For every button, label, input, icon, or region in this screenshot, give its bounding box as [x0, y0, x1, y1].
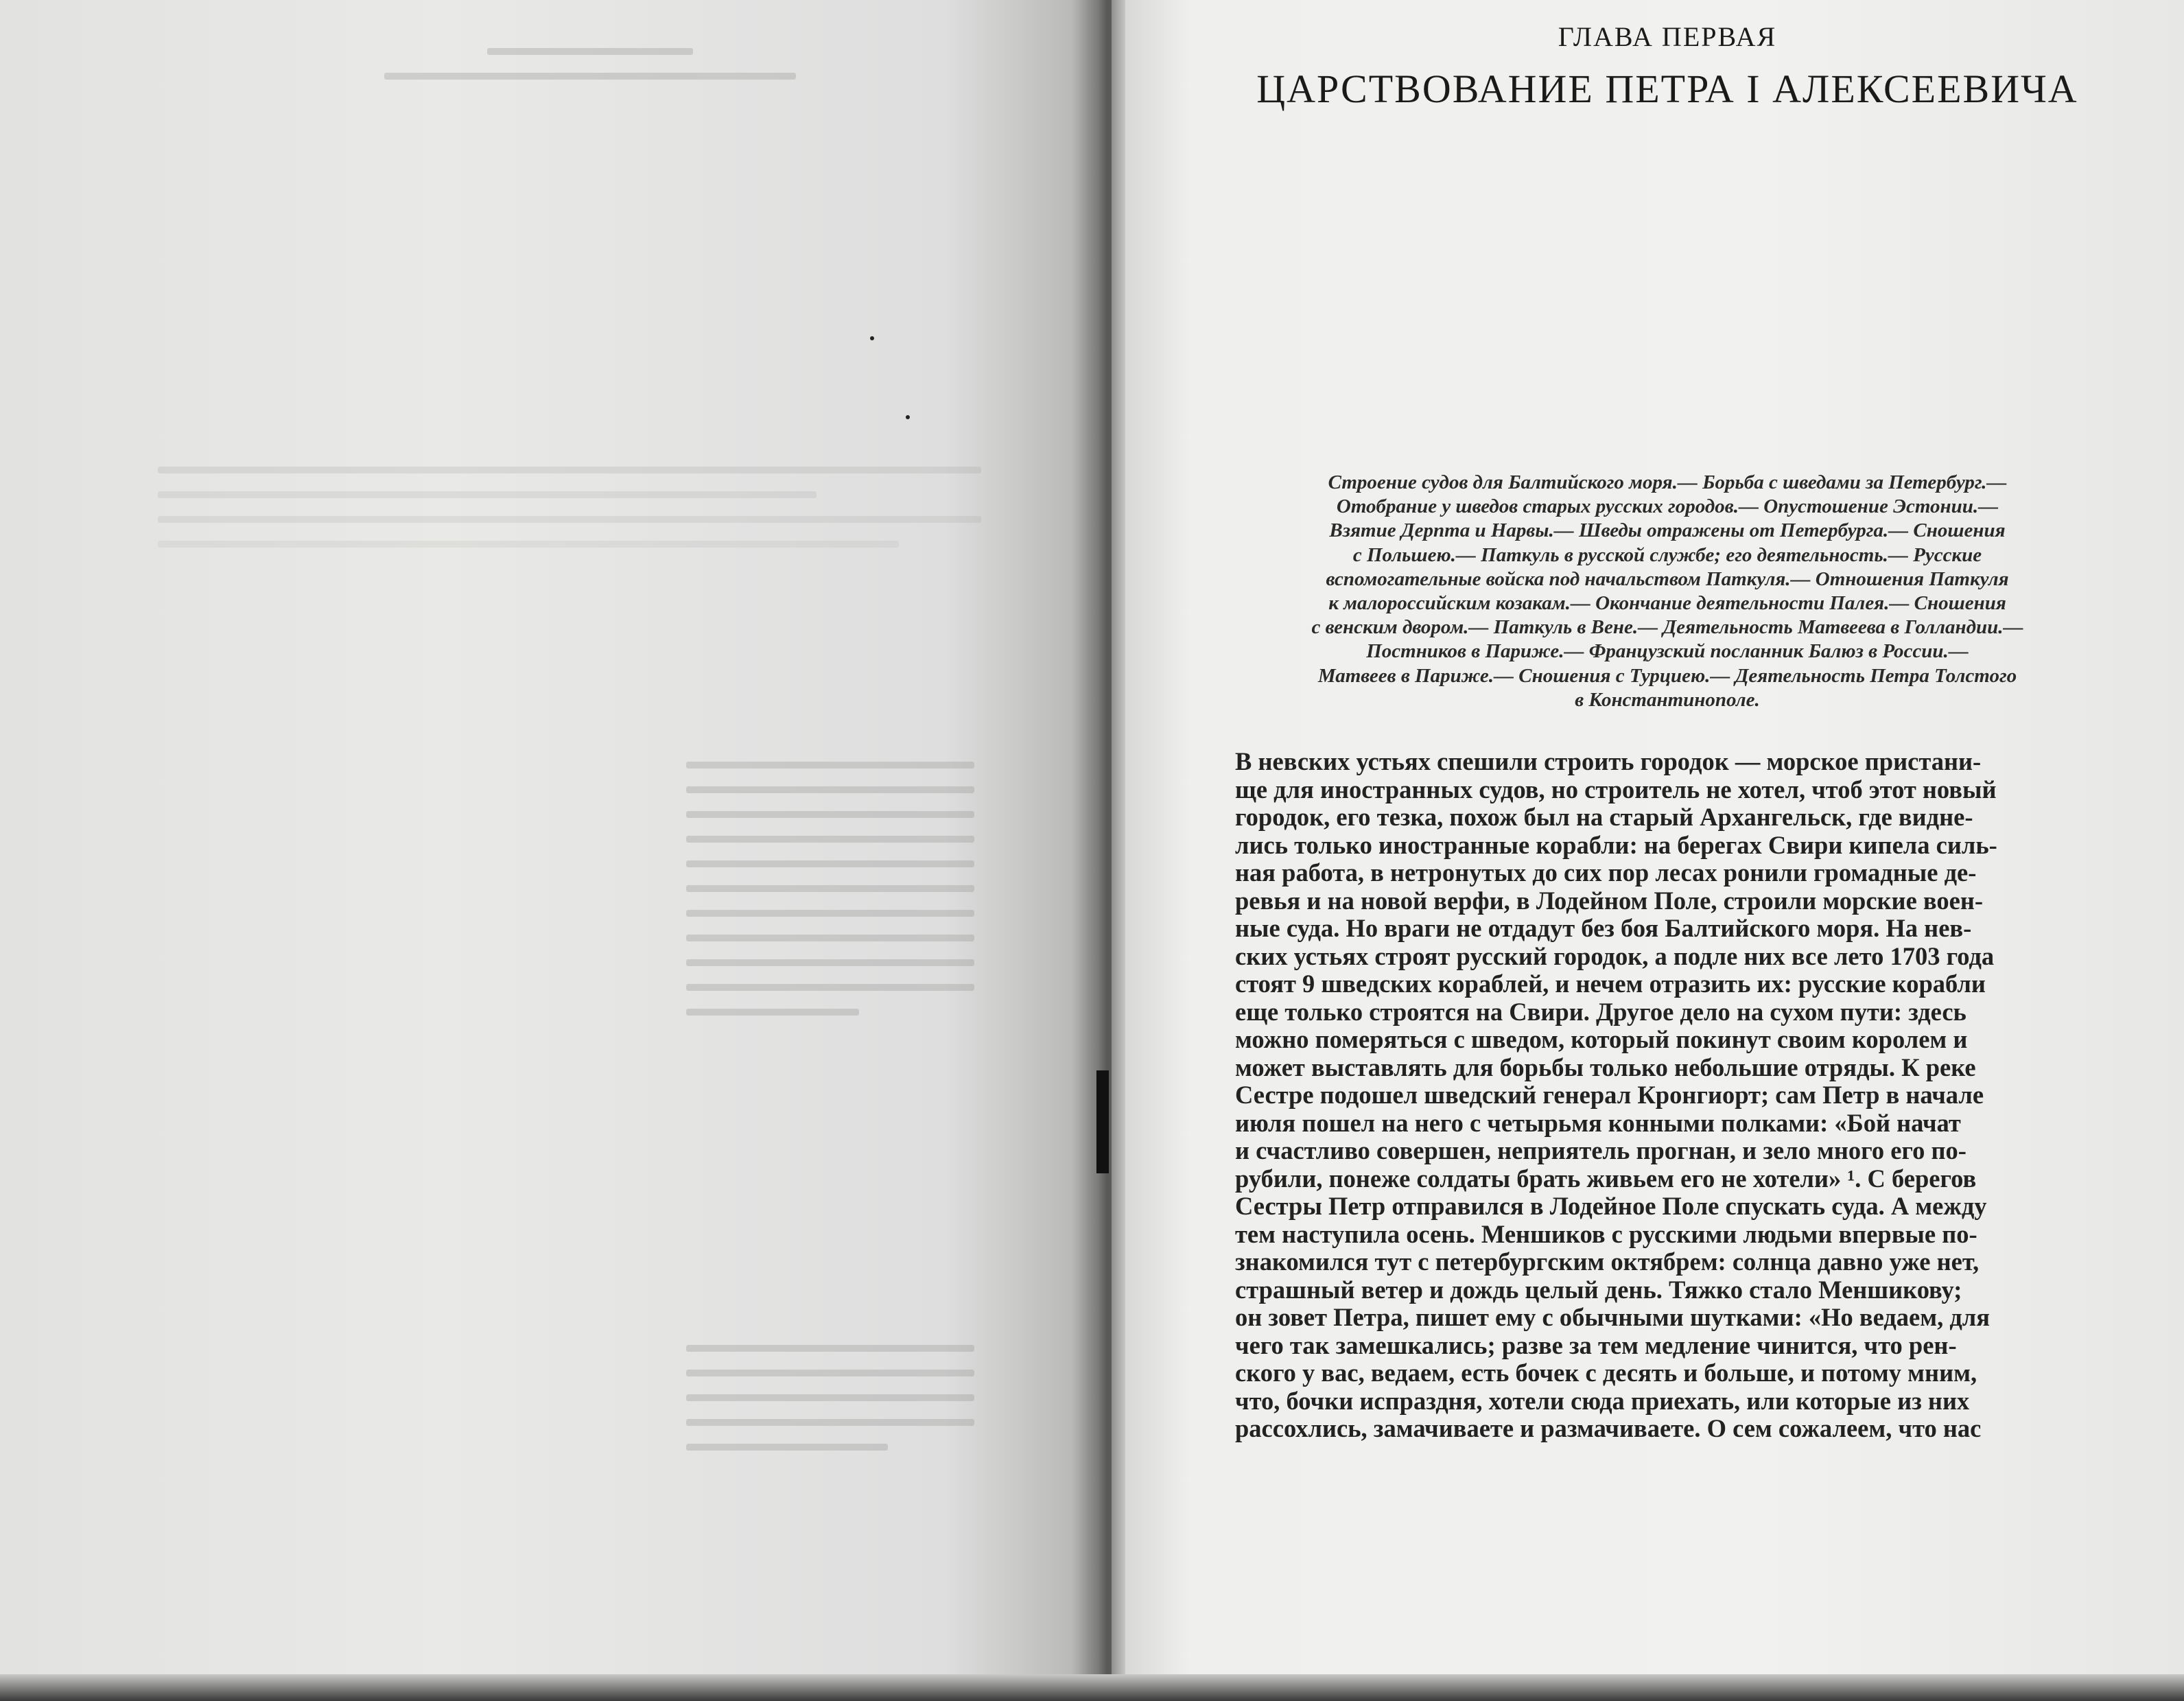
chapter-title: ЦАРСТВОВАНИЕ ПЕТРА I АЛЕКСЕЕВИЧА	[1256, 67, 2078, 111]
body-paragraph	[1235, 748, 2154, 1443]
body-line: В невских устьях спешили строить городок — морское пристани-	[1235, 747, 1982, 775]
speck-mark	[906, 415, 910, 419]
body-line: ревья и на новой верфи, в Лодейном Поле, строили морские воен-	[1235, 886, 1984, 915]
body-line: рассохлись, замачиваете и размачиваете. О сем сожалеем, что нас	[1235, 1414, 1982, 1442]
ghost-synopsis	[158, 467, 981, 565]
body-line: ских устьях строят русский городок, а подле них все лето 1703 года	[1235, 941, 1995, 970]
spine-mark	[1096, 1070, 1109, 1173]
body-line: что, бочки испраздня, хотели сюда приехать, или которые из них	[1235, 1386, 1970, 1415]
ghost-heading	[384, 48, 796, 97]
synopsis-line: Постников в Париже.— Французский посланник Балюз в России.—	[1366, 640, 1969, 663]
body-line: Сестры Петр отправился в Лодейное Поле спускать суда. А между	[1235, 1192, 1987, 1220]
body-line: рубили, понеже солдаты брать живьем его не хотели» ¹. С берегов	[1235, 1164, 1977, 1193]
body-line: Сестре подошел шведский генерал Кронгиорт; сам Петр в начале	[1235, 1081, 1984, 1109]
synopsis-line: к малороссийским козакам.— Окончание деятельности Палея.— Сношения	[1328, 592, 2006, 615]
body-line: ского у вас, ведаем, есть бочек с десять и больше, и потому мним,	[1235, 1359, 1977, 1387]
body-line: стоят 9 шведских кораблей, и нечем отразить их: русские корабли	[1235, 970, 1986, 998]
chapter-synopsis	[1214, 471, 2120, 712]
synopsis-line: с Польшею.— Паткуль в русской службе; его деятельность.— Русские	[1352, 543, 1982, 566]
body-line: и счастливо совершен, неприятель прогнан, и зело много его по-	[1235, 1136, 1966, 1164]
ghost-column-text	[686, 762, 974, 1033]
body-line: можно померяться с шведом, который покинут своим королем и	[1235, 1025, 1968, 1053]
synopsis-line: в Константинополе.	[1575, 688, 1760, 711]
body-line: может выставлять для борьбы только небольшие отряды. К реке	[1235, 1053, 1976, 1081]
body-line: страшный ветер и дождь целый день. Тяжко стало Меншикову;	[1235, 1275, 1962, 1304]
body-line: июля пошел на него с четырьмя конными полками: «Бой начат	[1235, 1108, 1961, 1137]
body-line: городок, его тезка, похож был на старый Архангельск, где видне-	[1235, 803, 1973, 831]
body-line: ные суда. Но враги не отдадут без боя Балтийского моря. На нев-	[1235, 914, 1972, 942]
speck-mark	[870, 336, 874, 340]
page-bottom-edge	[0, 1674, 2184, 1701]
chapter-label: ГЛАВА ПЕРВАЯ	[1558, 21, 1777, 52]
body-line: ще для иностранных судов, но строитель не хотел, чтоб этот новый	[1235, 775, 1997, 803]
synopsis-line: Взятие Дерпта и Нарвы.— Шведы отражены от Петербурга.— Сношения	[1329, 519, 2006, 542]
body-line: знакомился тут с петербургским октябрем: солнца давно уже нет,	[1235, 1247, 1980, 1276]
body-line: он зовет Петра, пишет ему с обычными шутками: «Но ведаем, для	[1235, 1303, 1991, 1331]
body-line: еще только строятся на Свири. Другое дело на сухом пути: здесь	[1235, 997, 1966, 1026]
synopsis-line: Строение судов для Балтийского моря.— Борьба с шведами за Петербург.—	[1328, 471, 2007, 493]
synopsis-line: вспомогательные войска под начальством Паткуля.— Отношения Паткуля	[1326, 567, 2009, 590]
body-line: чего так замешкались; разве за тем медление чинится, что рен-	[1235, 1330, 1957, 1359]
synopsis-line: Матвеев в Париже.— Сношения с Турциею.— Деятельность Петра Толстого	[1317, 664, 2017, 687]
gutter-shadow	[1070, 0, 1132, 1701]
ghost-column-text-lower	[686, 1345, 974, 1468]
body-line: ная работа, в нетронутых до сих пор лесах ронили громадные де-	[1235, 858, 1977, 887]
body-line: лись только иностранные корабли: на берегах Свири кипела силь-	[1235, 830, 1997, 859]
body-line: тем наступила осень. Меншиков с русскими людьми впервые по-	[1235, 1219, 1977, 1248]
synopsis-line: Отобрание у шведов старых русских городов.— Опустошение Эстонии.—	[1336, 495, 1999, 518]
synopsis-line: с венским двором.— Паткуль в Вене.— Деятельность Матвеева в Голландии.—	[1311, 616, 2023, 639]
